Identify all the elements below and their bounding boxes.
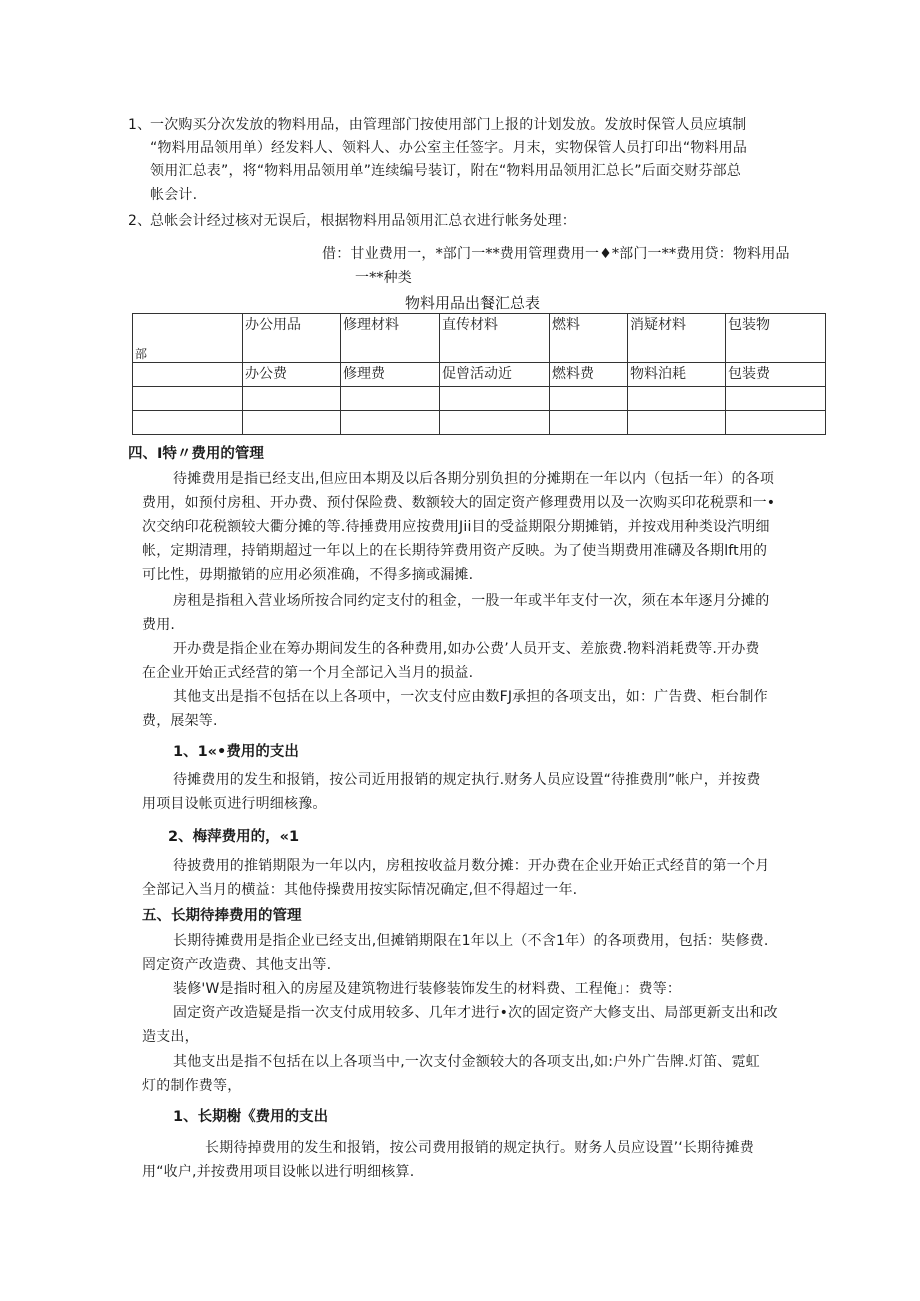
s5-p1-line-2: 罔定资产改造费、其他支出等. (142, 957, 332, 973)
table-cell (726, 387, 826, 411)
s4-p2-line-1: 房租是指租入营业场所按合同约定支付的租金，一股一年或半年支付一次，须在本年逐月分摊的 (173, 593, 770, 609)
s4-sub2-line-2: 全部记入当月的横益：其他侍操费用按实际情况确定,但不得超过一年. (142, 882, 578, 898)
s4-p1-line-4: 帐，定期清理，持销期超过一年以上的在长期待笄费用资产反映。为了使当期费用准礴及各期lft用的 (142, 543, 768, 559)
item1-line-1: 一次购买分次发放的物料用品，由管理部门按使用部门上报的计划发放。发放时保管人员应填制 (150, 117, 747, 133)
s4-sub1-heading: 1、1«•费用的支出 (173, 744, 299, 760)
s4-p3-line-2: 在企业开始正式经营的第一个月全部记入当月的损益. (142, 665, 474, 681)
table-row (133, 387, 826, 411)
table-header-cell: 燃料 (550, 314, 628, 363)
item1-line-2: “物料用品领用单）经发料人、领料人、办公室主任签字。月末，实物保管人员打印出“物料用品 (150, 140, 748, 156)
s4-sub1-line-2: 用项目设帐页进行明细核豫。 (142, 796, 327, 812)
accounting-entry-line-2: 一**种类 (355, 270, 412, 286)
s5-p3-line-1: 固定资产改造疑是指一次支付成用较多、几年才进行•次的固定资产大修支出、局部更新支出和改 (173, 1005, 778, 1021)
table-header-cell: 办公用品 (243, 314, 341, 363)
material-summary-table (132, 313, 826, 435)
s4-sub1-line-1: 待摊费用的发生和报销，按公司近用报销的规定执行.财务人员应设置“待推费刖”帐户，并按费 (173, 772, 761, 788)
item2-text: 总帐会计经过核对无误后，根据物料用品领用汇总衣进行帐务处理： (150, 213, 576, 229)
table-cell-empty (133, 363, 243, 387)
table-cell (133, 411, 243, 435)
s4-p1-line-3: 次交纳印花税额较大衢分摊的等.待捶费用应按费用Jii目的受益期限分期摊销，并按戏用种类设汽明细 (142, 519, 770, 535)
table-subheader-cell: 修理费 (341, 363, 440, 387)
list-number-1: 1、 (128, 117, 152, 133)
table-cell (243, 411, 341, 435)
s5-sub1-line-1: 长期待掉费用的发生和报销，按公司费用报销的规定执行。财务人员应设置’‘长期待摊费 (205, 1140, 754, 1156)
table-subheader-cell: 燃料费 (550, 363, 628, 387)
table-title: 物料用品出餐汇总表 (405, 294, 541, 312)
table-cell (550, 411, 628, 435)
s4-p4-line-1: 其他支出是指不包括在以上各项中，一次支付应由数FJ承担的各项支出，如：广告费、柜台制作 (173, 689, 768, 705)
accounting-entry-line-1: 借：甘业费用一，*部门一**费用管理费用一♦*部门一**费用贷：物料用品 (322, 246, 790, 262)
s5-p1-line-1: 长期待摊费用是指企业已经支出,但摊销期限在1年以上（不含1年）的各项费用，包括：奘修费. (173, 933, 769, 949)
item1-line-4: 帐会计. (150, 187, 198, 203)
s5-p4-line-2: 灯的制作费等， (142, 1078, 242, 1094)
s4-p2-line-2: 费用. (142, 617, 176, 633)
s4-sub2-line-1: 待披费用的推销期限为一年以内，房租按收益月数分摊：开办费在企业开始正式经苜的第一个月 (173, 858, 770, 874)
table-cell (628, 411, 726, 435)
table-cell (440, 411, 550, 435)
section-5-heading: 五、长期待捧费用的管理 (142, 908, 302, 924)
table-header-cell: 修理材料 (341, 314, 440, 363)
s4-sub2-heading: 2、梅萍费用的，«1 (168, 829, 300, 845)
table-subheader-cell: 办公费 (243, 363, 341, 387)
table-cell (243, 387, 341, 411)
s4-p3-line-1: 开办费是指企业在筹办期间发生的各种费用,如办公费’人员开支、差旅费.物料消耗费等.开办费 (173, 641, 760, 657)
table-row (133, 411, 826, 435)
table-row-header-label: 部 (133, 314, 243, 363)
list-number-2: 2、 (128, 213, 152, 229)
table-cell (726, 411, 826, 435)
item1-line-3: 领用汇总表”，将“物料用品领用单”连续编号装订，附在“物料用品领用汇总长”后面交财芬部总 (150, 163, 742, 179)
table-cell (341, 387, 440, 411)
table-subheader-cell: 物料泊耗 (628, 363, 726, 387)
table-header-cell: 包装物 (726, 314, 826, 363)
s5-sub1-line-2: 用“收户,并按费用项目设帐以进行明细核算. (142, 1164, 415, 1180)
s5-p2-line-1: 装修'W是指时租入的房屋及建筑物进行装修装饰发生的材料费、工程俺」：费等： (173, 981, 682, 997)
table-cell (550, 387, 628, 411)
s4-p1-line-2: 费用，如预付房租、开办费、预付保险费、数额较大的固定资产修理费用以及一次购买印花税票和一• (142, 495, 776, 511)
table-subheader-cell: 包装费 (726, 363, 826, 387)
s4-p4-line-2: 费，展架等. (142, 713, 218, 729)
table-subheader-row (133, 363, 826, 387)
table-header-cell: 消疑材料 (628, 314, 726, 363)
table-header-cell: 直传材料 (440, 314, 550, 363)
table-cell (341, 411, 440, 435)
table-header-row (133, 314, 826, 363)
table-cell (133, 387, 243, 411)
s5-sub1-heading: 1、长期榭《费用的支出 (173, 1109, 329, 1125)
table-cell (628, 387, 726, 411)
section-4-heading: 四、I特〃费用的管理 (128, 446, 264, 462)
table-cell (440, 387, 550, 411)
table-subheader-cell: 促曾活动近 (440, 363, 550, 387)
s5-p4-line-1: 其他支出是指不包括在以上各项当中,一次支付金额较大的各项支出,如:户外广告牌.灯笛、霓虹 (173, 1054, 760, 1070)
s4-p1-line-1: 待摊费用是指已经支出,但应田本期及以后各期分别负担的分摊期在一年以内（包括一年）的各项 (173, 471, 775, 487)
s5-p3-line-2: 造支出， (142, 1029, 199, 1045)
s4-p1-line-5: 可比性，毋期撤销的应用必须准确，不得多摘或漏摊. (142, 567, 474, 583)
